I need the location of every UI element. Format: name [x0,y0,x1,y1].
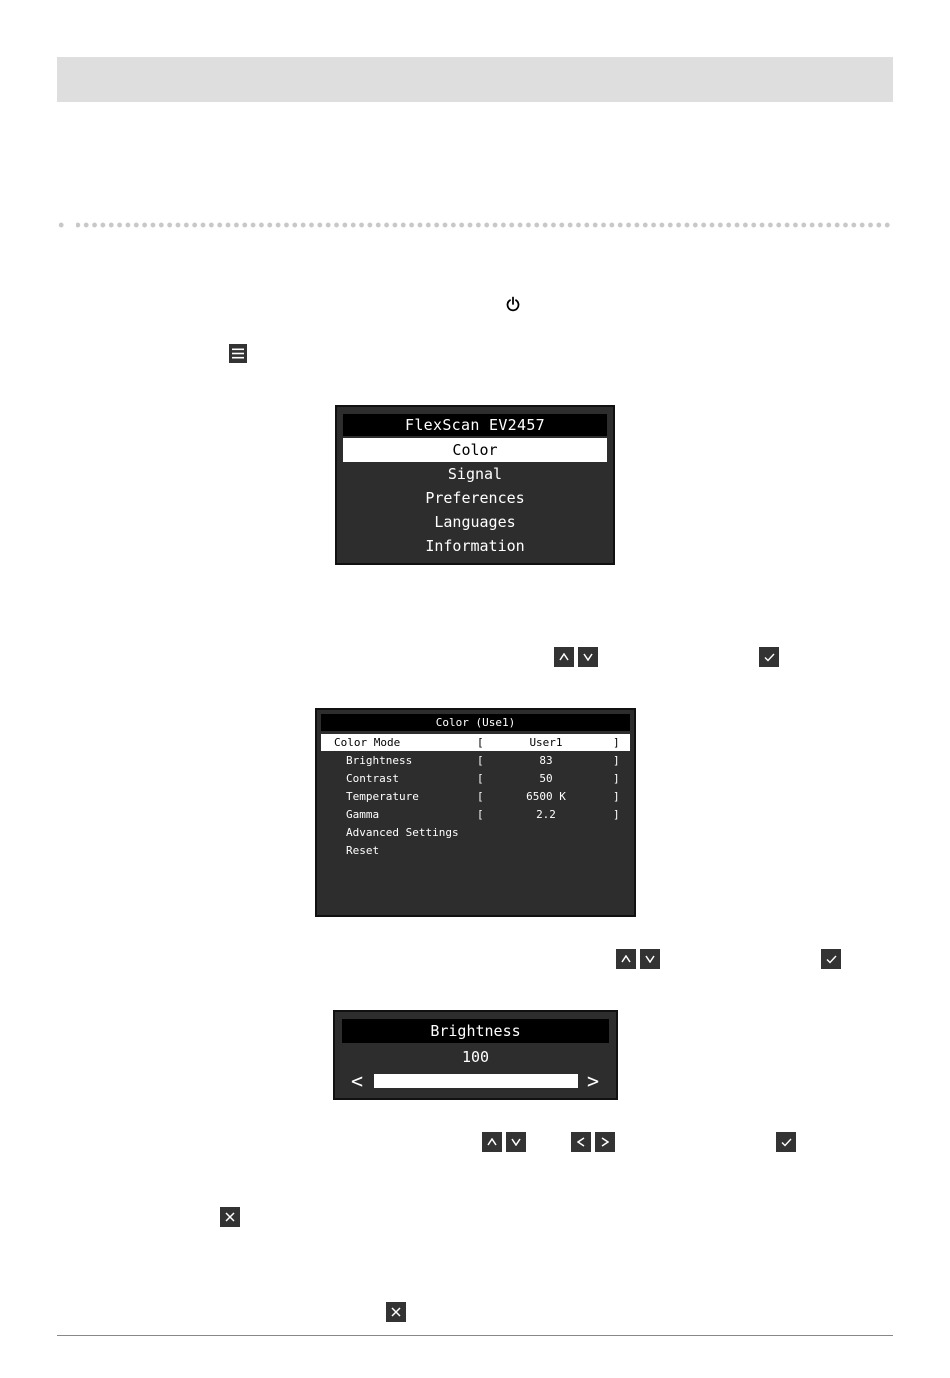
setting-row-advanced-settings[interactable] [321,824,630,841]
bracket-right: ] [613,808,620,821]
enter-key-icon [821,949,841,969]
power-icon [503,294,523,314]
osd-brightness-title: Brightness [342,1019,609,1043]
bracket-right: ] [613,790,620,803]
setting-label: Color Mode [334,736,401,749]
setting-label: Brightness [346,754,413,767]
menu-item-information[interactable]: Information [425,537,525,555]
menu-item-color[interactable]: Color [343,438,607,462]
menu-item-languages[interactable]: Languages [434,513,516,531]
setting-label: Gamma [346,808,380,821]
menu-icon [229,344,247,363]
setting-label: Advanced Settings [346,826,459,839]
setting-value: 50 [539,772,553,785]
bracket-right: ] [613,736,620,749]
setting-label: Reset [346,844,380,857]
menu-item-preferences[interactable]: Preferences [425,489,525,507]
bracket-left: [ [477,808,484,821]
setting-row-gamma[interactable] [321,806,630,823]
enter-key-icon [759,647,779,667]
setting-row-color-mode[interactable] [321,734,630,751]
bracket-right: ] [613,772,620,785]
setting-row-contrast[interactable] [321,770,630,787]
osd-main-title: FlexScan EV2457 [343,414,607,436]
header-band [57,57,893,102]
down-key-icon [506,1132,526,1152]
osd-brightness-adjust [333,1010,618,1100]
setting-row-brightness[interactable] [321,752,630,769]
exit-key-icon [386,1302,406,1322]
menu-item-signal[interactable]: Signal [447,465,503,483]
bracket-left: [ [477,754,484,767]
dotted-divider [57,222,893,228]
osd-color-menu [315,708,636,917]
exit-key-icon [220,1207,240,1227]
setting-value: 83 [539,754,553,767]
bracket-left: [ [477,736,484,749]
left-key-icon [571,1132,591,1152]
setting-row-temperature[interactable] [321,788,630,805]
brightness-level-bar[interactable] [374,1074,578,1088]
enter-key-icon [776,1132,796,1152]
setting-value: 6500 K [526,790,566,803]
setting-row-reset[interactable] [321,842,630,859]
right-key-icon [595,1132,615,1152]
brightness-level-fill [374,1074,578,1088]
up-key-icon [616,949,636,969]
down-key-icon [578,647,598,667]
bracket-right: ] [613,754,620,767]
setting-value: 2.2 [536,808,556,821]
setting-label: Temperature [346,790,419,803]
setting-value: User1 [529,736,563,749]
osd-color-title: Color (Use1) [321,714,630,731]
brightness-value: 100 [461,1048,490,1066]
up-key-icon [482,1132,502,1152]
setting-label: Contrast [346,772,399,785]
decrease-arrow[interactable]: < [351,1069,364,1093]
bracket-left: [ [477,790,484,803]
increase-arrow[interactable]: > [587,1069,600,1093]
up-key-icon [554,647,574,667]
footer-rule [57,1335,893,1336]
bracket-left: [ [477,772,484,785]
down-key-icon [640,949,660,969]
osd-main-menu [335,405,615,565]
